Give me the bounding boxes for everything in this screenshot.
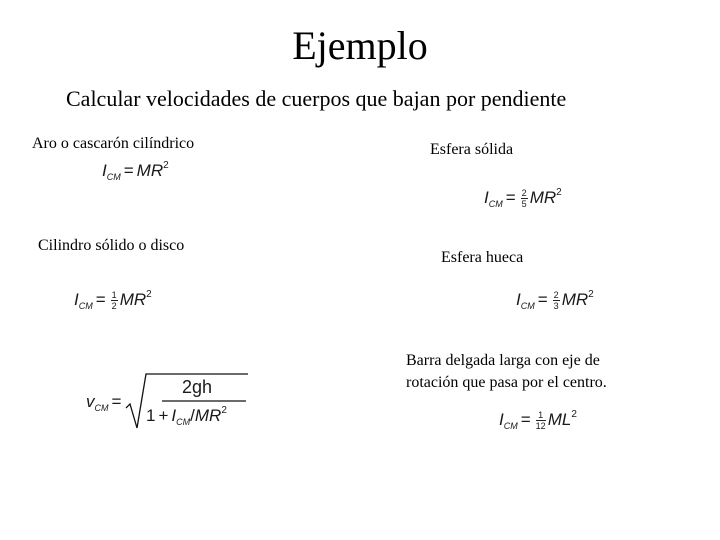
label-barra-line2: rotación que pasa por el centro. (406, 374, 607, 391)
formula-cilindro-solido: $I_{CM}$ = $\frac{1}{2}$ $MR^2$ (74, 289, 152, 312)
formula-esfera-hueca: $I_{CM}$ = $\frac{2}{3}$ $MR^2$ (516, 289, 594, 312)
formula-barra-delgada: $I_{CM}$ = $\frac{1}{12}$ $ML^2$ (499, 409, 577, 432)
page-title: Ejemplo (292, 23, 428, 68)
label-esfera-hueca: Esfera hueca (441, 249, 524, 266)
velocity-numerator: 2gh (182, 377, 213, 397)
label-esfera-solida: Esfera sólida (430, 141, 514, 158)
label-cilindro-solido: Cilindro sólido o disco (38, 237, 185, 254)
label-barra-line1: Barra delgada larga con eje de (406, 352, 600, 369)
label-aro: Aro o cascarón cilíndrico (32, 135, 195, 152)
velocity-denominator: $1 + I_{CM}/MR^2$ (146, 405, 227, 427)
formula-aro: $I_{CM} = MR^2$ (102, 160, 169, 182)
velocity-lhs: $v_{CM}$ = (86, 392, 122, 413)
label-barra-delgada (406, 350, 607, 394)
page-subtitle: Calcular velocidades de cuerpos que bajan por pendiente (66, 86, 567, 111)
formula-esfera-solida: $I_{CM}$ = $\frac{2}{5}$ $MR^2$ (484, 187, 562, 210)
velocity-formula (84, 370, 264, 434)
